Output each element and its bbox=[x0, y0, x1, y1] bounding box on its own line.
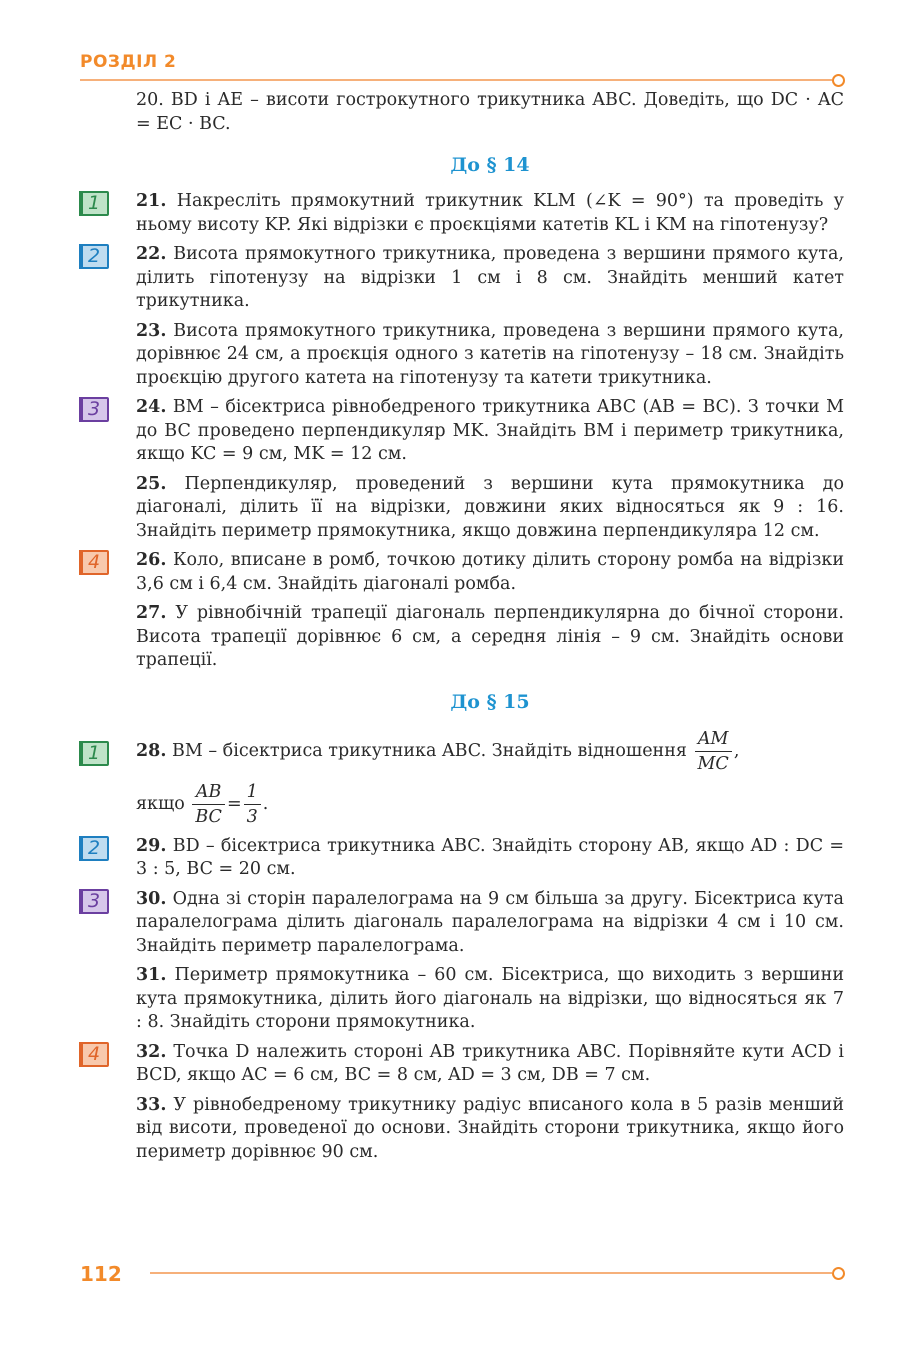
problem-text: Периметр прямокутника – 60 см. Бісектриса, що виходить з вершини кута прямокутника, ділить його діагональ на відрізки, що відносяться як 7 : 8. Знайдіть сторони прямокутника. bbox=[136, 965, 844, 1032]
problem-number: 25. bbox=[136, 473, 167, 494]
problem-29 bbox=[87, 835, 844, 882]
problem-33 bbox=[136, 1094, 844, 1165]
problem-number: 29. bbox=[136, 835, 167, 856]
fraction-numerator: AM bbox=[695, 727, 732, 752]
level-1-badge: 1 bbox=[79, 191, 109, 216]
problem-31 bbox=[136, 964, 844, 1035]
condition-word: якщо bbox=[136, 793, 185, 814]
problem-text: Коло, вписане в ромб, точкою дотику ділить сторону ромба на відрізки 3,6 см і 6,4 см. Знайдіть діагоналі ромба. bbox=[136, 550, 844, 594]
problem-28-line-2 bbox=[136, 780, 844, 829]
bottom-divider bbox=[150, 1272, 832, 1274]
page-content bbox=[87, 89, 844, 1170]
problem-text: Перпендикуляр, проведений з вершини кута прямокутника до діагоналі, ділить її на відрізки, довжини яких відносяться як 9 : 16. Знайдіть периметр прямокутника, якщо довжина перпендикуляра 12 см. bbox=[136, 473, 844, 541]
section-title-14: До § 14 bbox=[450, 154, 530, 176]
section-title-15: До § 15 bbox=[450, 690, 530, 713]
problem-20: 20. BD і AE – висоти гострокутного трикутника ABC. Доведіть, що DC · AC = EC · BC. bbox=[136, 90, 844, 134]
fraction-one-third bbox=[244, 780, 261, 829]
fraction-denominator: MC bbox=[697, 753, 729, 774]
problem-28 bbox=[87, 727, 844, 829]
problem-32 bbox=[87, 1041, 844, 1088]
level-4-badge: 4 bbox=[79, 550, 109, 575]
fraction-numerator: 1 bbox=[244, 780, 261, 805]
problem-27 bbox=[136, 602, 844, 673]
chapter-header: РОЗДІЛ 2 bbox=[80, 52, 177, 72]
fraction-am-mc bbox=[695, 727, 732, 776]
problem-number: 21. bbox=[136, 191, 167, 211]
problem-30 bbox=[87, 888, 844, 959]
period: . bbox=[262, 793, 269, 814]
problem-text: У рівнобедреному трикутнику радіус вписаного кола в 5 разів менший від висоти, проведеної до основи. Знайдіть сторони трикутника, якщо його периметр дорівнює 90 см. bbox=[136, 1094, 844, 1162]
problem-number: 30. bbox=[136, 888, 167, 909]
problem-number: 23. bbox=[136, 320, 167, 341]
problem-text: Точка D належить стороні AB трикутника ABC. Порівняйте кути ACD і BCD, якщо AC = 6 см, BC = 8 см, AD = 3 см, DB = 7 см. bbox=[136, 1041, 844, 1085]
fraction-numerator: AB bbox=[192, 780, 225, 805]
level-3-badge: 3 bbox=[79, 397, 109, 422]
fraction-ab-bc bbox=[192, 780, 225, 829]
problem-25 bbox=[136, 473, 844, 544]
problem-text: Висота прямокутного трикутника, проведена з вершини прямого кута, ділить гіпотенузу на відрізки 1 см і 8 см. Знайдіть менший катет трикутника. bbox=[136, 244, 844, 311]
problem-number: 32. bbox=[136, 1041, 167, 1062]
level-1-badge: 1 bbox=[79, 741, 109, 766]
problem-text: BM – бісектриса рівнобедреного трикутника ABC (AB = BC). З точки M до BC проведено перпендикуляр MK. Знайдіть BM і периметр трикутника, якщо KC = 9 см, MK = 12 см. bbox=[136, 397, 844, 464]
problem-number: 26. bbox=[136, 550, 167, 570]
problem-number: 33. bbox=[136, 1094, 167, 1115]
level-2-badge: 2 bbox=[79, 244, 109, 269]
problem-number: 31. bbox=[136, 965, 167, 985]
problem-number: 22. bbox=[136, 244, 167, 264]
top-divider bbox=[80, 79, 832, 81]
problem-23 bbox=[136, 320, 844, 391]
problem-text: У рівнобічній трапеції діагональ перпендикулярна до бічної сторони. Висота трапеції дорівнює 6 см, а середня лінія – 9 см. Знайдіть основи трапеції. bbox=[136, 603, 844, 670]
page-number: 112 bbox=[80, 1262, 122, 1286]
level-3-badge: 3 bbox=[79, 889, 109, 914]
problem-28-line-1 bbox=[136, 727, 844, 776]
problem-text: Висота прямокутного трикутника, проведена з вершини прямого кута, дорівнює 24 см, а проєкція одного з катетів на гіпотенузу – 18 см. Знайдіть проєкцію другого катета на гіпотенузу та катети трикутника. bbox=[136, 320, 844, 388]
comma: , bbox=[733, 740, 740, 761]
fraction-denominator: 3 bbox=[246, 806, 258, 827]
problem-22 bbox=[87, 243, 844, 314]
problem-26 bbox=[87, 549, 844, 596]
problem-text: BD – бісектриса трикутника ABC. Знайдіть сторону AB, якщо AD : DC = 3 : 5, BC = 20 см. bbox=[136, 835, 844, 879]
level-4-badge: 4 bbox=[79, 1042, 109, 1067]
fraction-denominator: BC bbox=[195, 806, 222, 827]
level-2-badge: 2 bbox=[79, 836, 109, 861]
problem-number: 24. bbox=[136, 397, 167, 417]
problem-21 bbox=[87, 190, 844, 237]
problem-24 bbox=[87, 396, 844, 467]
problem-text: Одна зі сторін паралелограма на 9 см більша за другу. Бісектриса кута паралелограма ділить діагональ паралелограма на відрізки 4 см і 10 см. Знайдіть периметр паралелограма. bbox=[136, 888, 844, 956]
top-divider-end-circle bbox=[832, 74, 845, 87]
problem-text: BM – бісектриса трикутника ABC. Знайдіть відношення bbox=[172, 740, 687, 761]
problem-text: Накресліть прямокутний трикутник KLM (∠K = 90°) та проведіть у ньому висоту KP. Які відрізки є проєкціями катетів KL і KM на гіпотенузу? bbox=[136, 191, 844, 235]
problem-number: 28. bbox=[136, 740, 167, 761]
bottom-divider-end-circle bbox=[832, 1267, 845, 1280]
equals-sign: = bbox=[226, 793, 242, 814]
problem-number: 27. bbox=[136, 603, 167, 623]
